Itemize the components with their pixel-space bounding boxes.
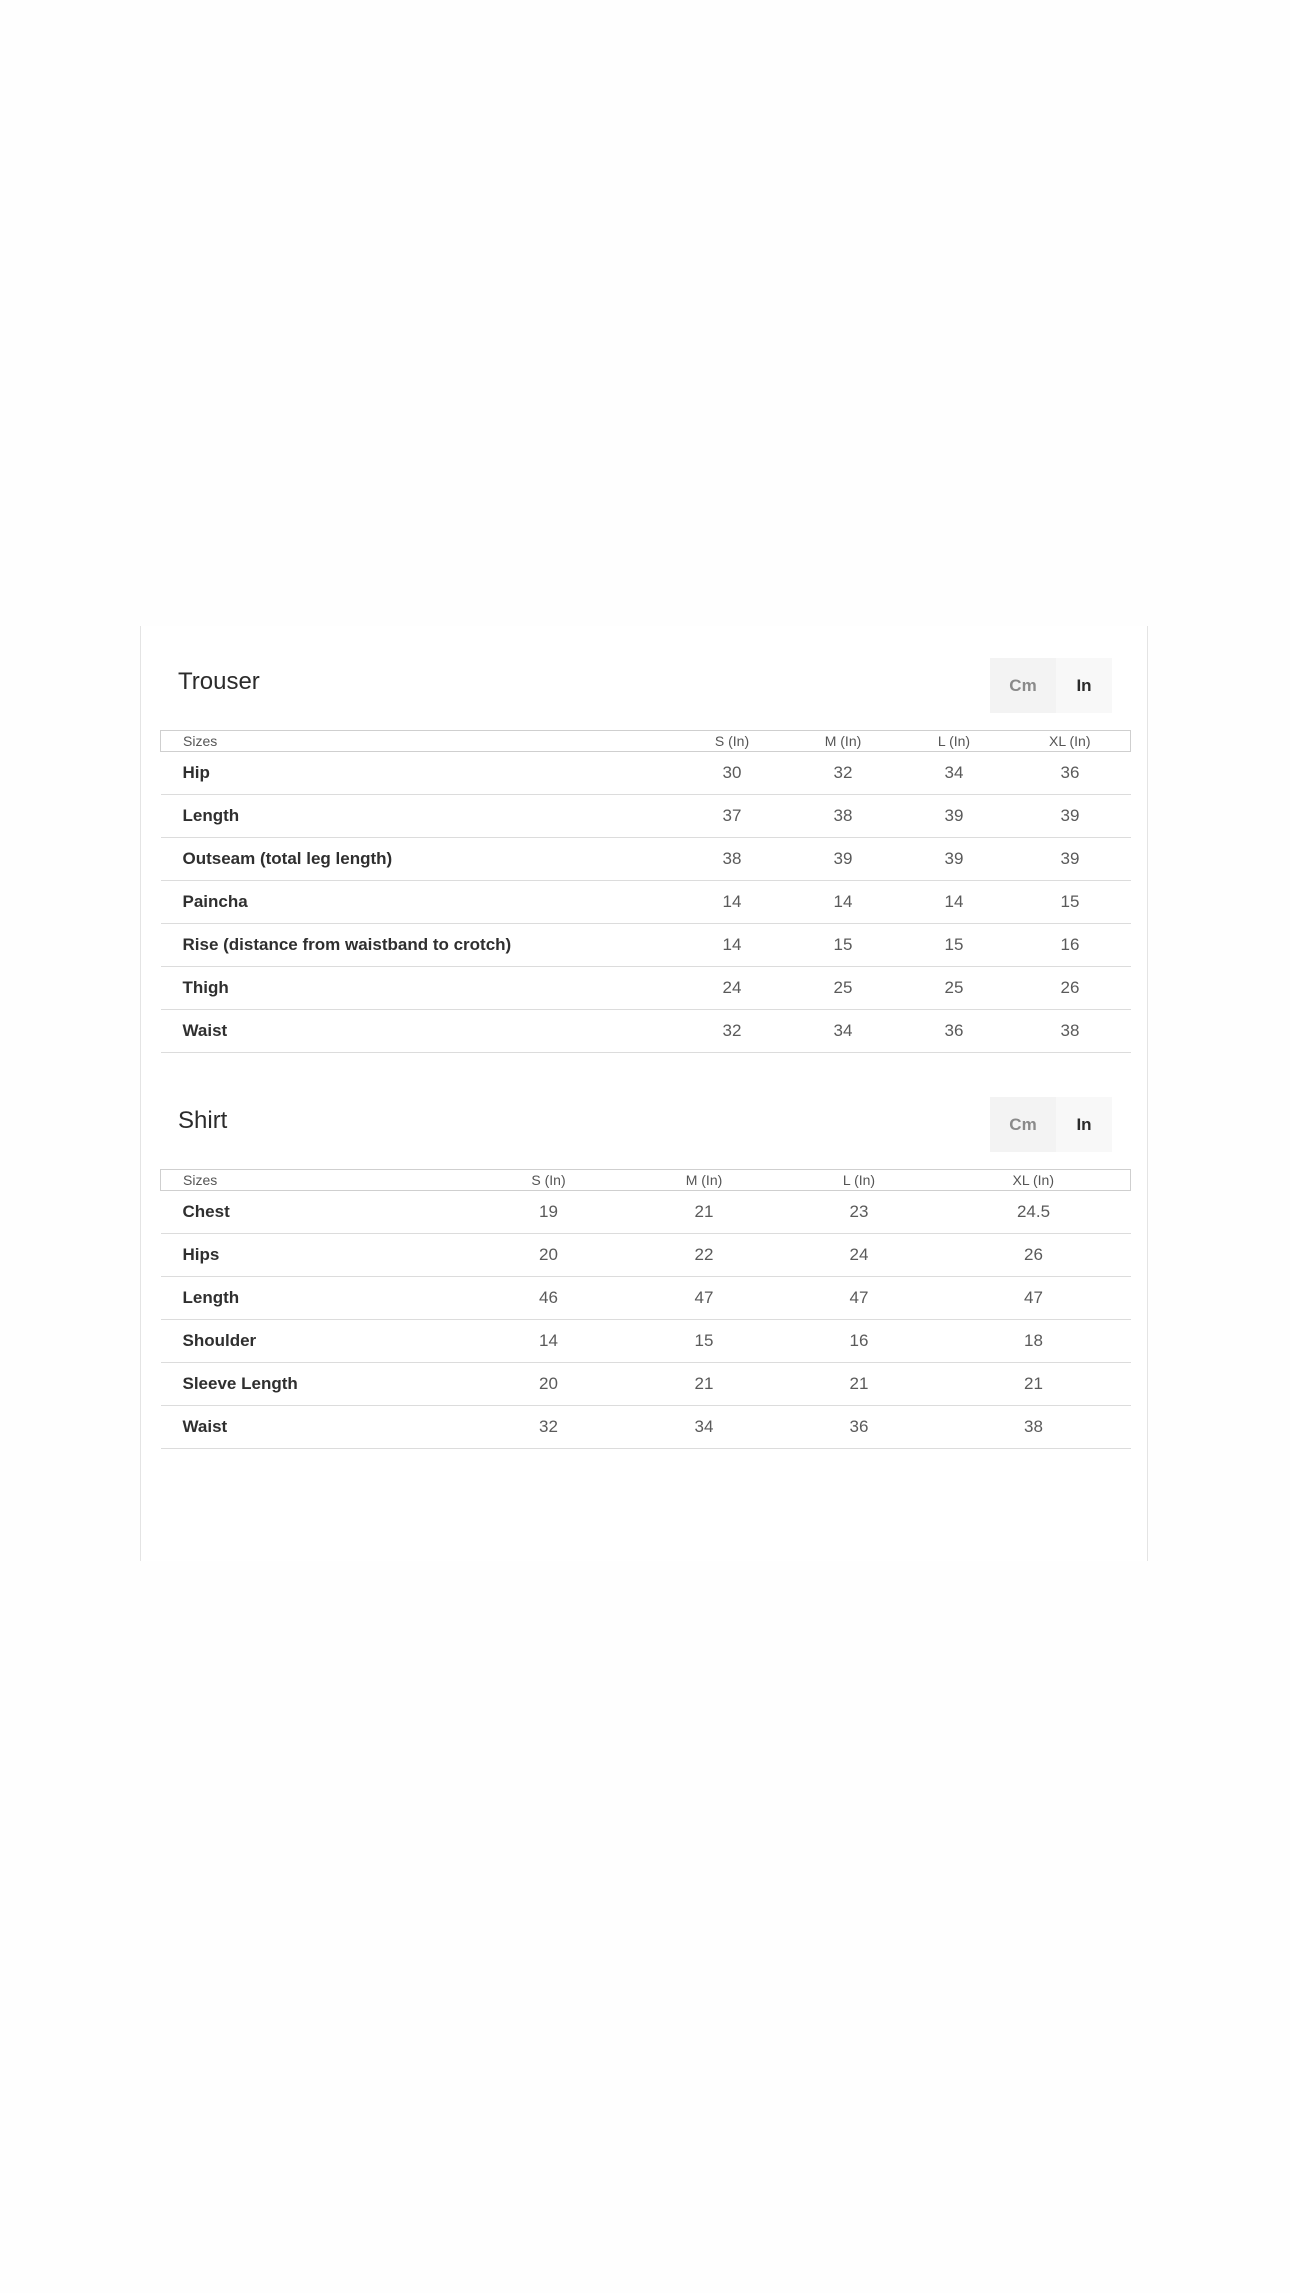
header-m: M (In) (788, 731, 899, 752)
cell-s: 20 (471, 1363, 627, 1406)
table-row (161, 752, 1131, 795)
cell-l: 15 (899, 924, 1010, 967)
row-label: Hip (161, 752, 677, 795)
cell-s: 32 (677, 1010, 788, 1053)
cell-l: 34 (899, 752, 1010, 795)
cell-l: 39 (899, 795, 1010, 838)
header-l: L (In) (899, 731, 1010, 752)
cell-xl: 18 (937, 1320, 1131, 1363)
table-header-row (161, 731, 1131, 752)
cell-s: 20 (471, 1234, 627, 1277)
size-chart-panel (140, 626, 1148, 1561)
cell-xl: 16 (1010, 924, 1131, 967)
row-label: Sleeve Length (161, 1363, 471, 1406)
cell-m: 21 (627, 1191, 782, 1234)
trouser-header (160, 658, 1130, 713)
header-m: M (In) (627, 1170, 782, 1191)
row-label: Length (161, 795, 677, 838)
cell-xl: 38 (1010, 1010, 1131, 1053)
trouser-in-button[interactable]: In (1056, 658, 1112, 713)
cell-m: 47 (627, 1277, 782, 1320)
cell-xl: 26 (1010, 967, 1131, 1010)
table-row (161, 1191, 1131, 1234)
table-row (161, 1277, 1131, 1320)
cell-xl: 36 (1010, 752, 1131, 795)
cell-s: 24 (677, 967, 788, 1010)
cell-s: 19 (471, 1191, 627, 1234)
cell-l: 23 (782, 1191, 937, 1234)
row-label: Shoulder (161, 1320, 471, 1363)
header-xl: XL (In) (1010, 731, 1131, 752)
table-row (161, 967, 1131, 1010)
shirt-title: Shirt (178, 1107, 228, 1134)
trouser-section (160, 658, 1130, 1040)
shirt-unit-toggle (990, 1097, 1112, 1152)
table-row (161, 1010, 1131, 1053)
cell-m: 38 (788, 795, 899, 838)
cell-xl: 26 (937, 1234, 1131, 1277)
row-label: Waist (161, 1406, 471, 1449)
cell-s: 14 (471, 1320, 627, 1363)
cell-xl: 21 (937, 1363, 1131, 1406)
shirt-in-button[interactable]: In (1056, 1097, 1112, 1152)
cell-l: 25 (899, 967, 1010, 1010)
cell-l: 39 (899, 838, 1010, 881)
row-label: Paincha (161, 881, 677, 924)
cell-m: 32 (788, 752, 899, 795)
row-label: Outseam (total leg length) (161, 838, 677, 881)
cell-m: 14 (788, 881, 899, 924)
row-label: Thigh (161, 967, 677, 1010)
header-s: S (In) (677, 731, 788, 752)
cell-xl: 24.5 (937, 1191, 1131, 1234)
cell-l: 36 (899, 1010, 1010, 1053)
cell-m: 15 (627, 1320, 782, 1363)
header-sizes: Sizes (161, 731, 677, 752)
table-row (161, 924, 1131, 967)
cell-m: 21 (627, 1363, 782, 1406)
cell-s: 32 (471, 1406, 627, 1449)
table-row (161, 1406, 1131, 1449)
table-row (161, 1320, 1131, 1363)
cell-xl: 39 (1010, 838, 1131, 881)
trouser-cm-button[interactable]: Cm (990, 658, 1056, 713)
table-row (161, 795, 1131, 838)
row-label: Hips (161, 1234, 471, 1277)
cell-xl: 39 (1010, 795, 1131, 838)
cell-s: 37 (677, 795, 788, 838)
shirt-size-table (160, 1169, 1131, 1449)
cell-s: 30 (677, 752, 788, 795)
shirt-cm-button[interactable]: Cm (990, 1097, 1056, 1152)
cell-xl: 38 (937, 1406, 1131, 1449)
cell-s: 38 (677, 838, 788, 881)
cell-m: 34 (788, 1010, 899, 1053)
row-label: Chest (161, 1191, 471, 1234)
table-row (161, 881, 1131, 924)
trouser-unit-toggle (990, 658, 1112, 713)
row-label: Rise (distance from waistband to crotch) (161, 924, 677, 967)
cell-l: 21 (782, 1363, 937, 1406)
header-xl: XL (In) (937, 1170, 1131, 1191)
shirt-header (160, 1097, 1130, 1152)
shirt-section (160, 1097, 1130, 1436)
cell-l: 24 (782, 1234, 937, 1277)
cell-s: 14 (677, 881, 788, 924)
header-sizes: Sizes (161, 1170, 471, 1191)
table-row (161, 1234, 1131, 1277)
cell-m: 25 (788, 967, 899, 1010)
table-header-row (161, 1170, 1131, 1191)
header-s: S (In) (471, 1170, 627, 1191)
cell-m: 22 (627, 1234, 782, 1277)
cell-m: 34 (627, 1406, 782, 1449)
header-l: L (In) (782, 1170, 937, 1191)
cell-m: 15 (788, 924, 899, 967)
table-row (161, 1363, 1131, 1406)
cell-xl: 47 (937, 1277, 1131, 1320)
cell-l: 36 (782, 1406, 937, 1449)
row-label: Length (161, 1277, 471, 1320)
trouser-size-table (160, 730, 1131, 1053)
cell-l: 16 (782, 1320, 937, 1363)
cell-xl: 15 (1010, 881, 1131, 924)
cell-m: 39 (788, 838, 899, 881)
trouser-title: Trouser (178, 668, 260, 695)
cell-s: 14 (677, 924, 788, 967)
cell-s: 46 (471, 1277, 627, 1320)
row-label: Waist (161, 1010, 677, 1053)
cell-l: 14 (899, 881, 1010, 924)
cell-l: 47 (782, 1277, 937, 1320)
table-row (161, 838, 1131, 881)
